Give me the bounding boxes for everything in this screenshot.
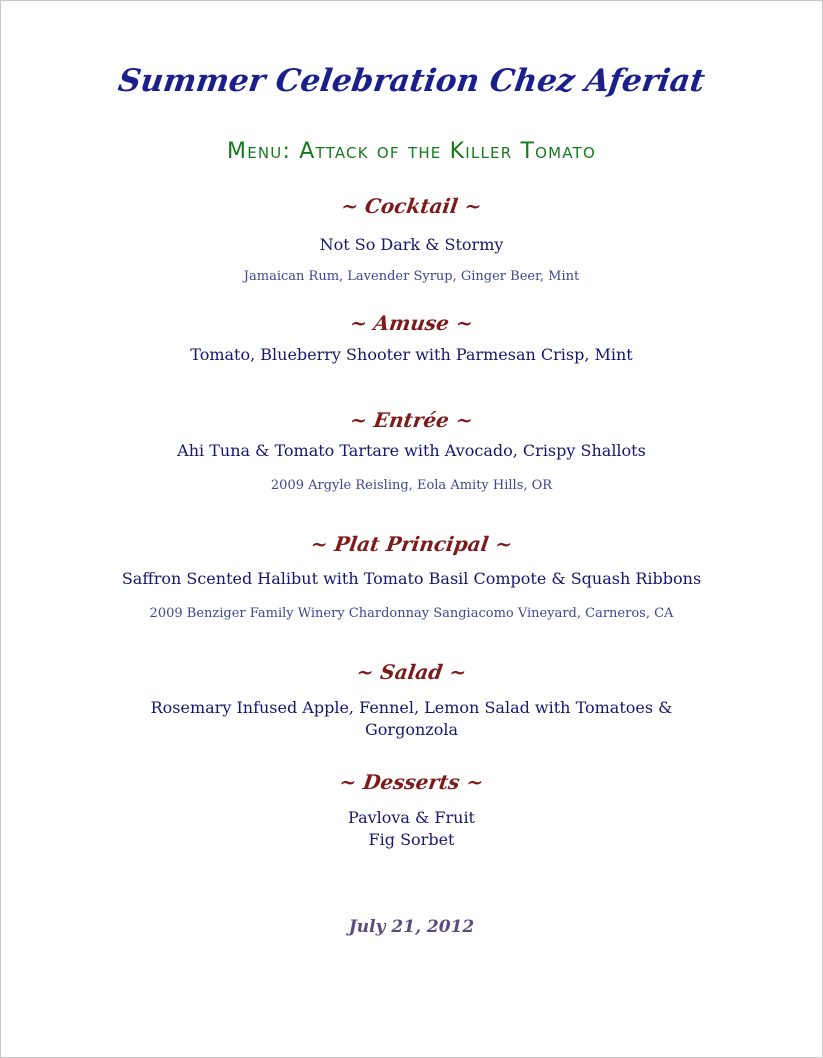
amuse-dish: Tomato, Blueberry Shooter with Parmesan Crisp, Mint xyxy=(190,345,633,364)
plat-principal-heading: ~ Plat Principal ~ xyxy=(309,532,514,556)
amuse-heading: ~ Amuse ~ xyxy=(348,311,475,335)
entree-heading: ~ Entrée ~ xyxy=(348,408,475,432)
salad-heading: ~ Salad ~ xyxy=(355,660,468,684)
cocktail-heading: ~ Cocktail ~ xyxy=(339,194,484,218)
entree-wine-pairing: 2009 Argyle Reisling, Eola Amity Hills, OR xyxy=(270,478,553,493)
plat-principal-wine-pairing: 2009 Benziger Family Winery Chardonnay Sangiacomo Vineyard, Carneros, CA xyxy=(149,606,674,621)
salad-dish: Rosemary Infused Apple, Fennel, Lemon Salad with Tomatoes & Gorgonzola xyxy=(150,698,673,739)
plat-principal-dish: Saffron Scented Halibut with Tomato Basil Compote & Squash Ribbons xyxy=(121,569,702,588)
desserts-heading: ~ Desserts ~ xyxy=(337,770,486,794)
dessert-item: Fig Sorbet xyxy=(368,830,455,849)
event-date: July 21, 2012 xyxy=(348,917,475,937)
menu-title: Summer Celebration Chez Aferiat xyxy=(116,63,707,99)
menu-subtitle: Menu: Attack of the Killer Tomato xyxy=(227,139,596,164)
cocktail-dish: Not So Dark & Stormy xyxy=(319,235,504,254)
desserts-list xyxy=(91,807,732,851)
cocktail-ingredients: Jamaican Rum, Lavender Syrup, Ginger Beer, Mint xyxy=(243,269,580,284)
entree-dish: Ahi Tuna & Tomato Tartare with Avocado, Crispy Shallots xyxy=(177,441,646,460)
dessert-item: Pavlova & Fruit xyxy=(348,808,475,827)
